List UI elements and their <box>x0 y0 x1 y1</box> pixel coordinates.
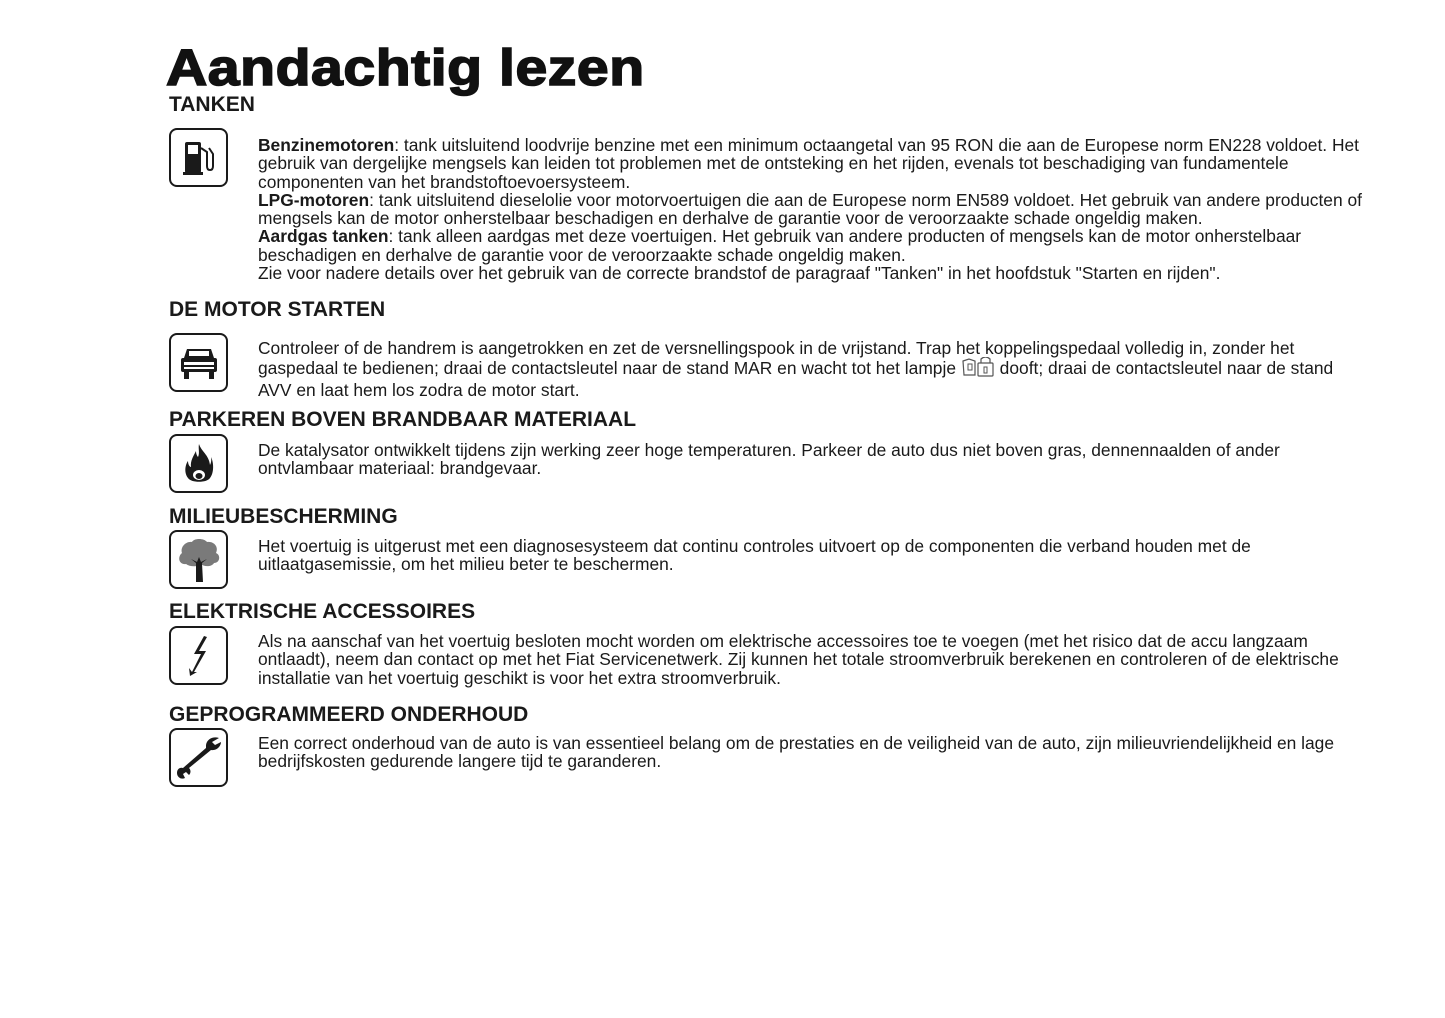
section-heading-parkeren: PARKEREN BOVEN BRANDBAAR MATERIAAL <box>169 408 637 431</box>
wrench-icon <box>169 728 228 787</box>
car-front-icon <box>169 333 228 392</box>
section-heading-geprogrammeerd-onderhoud: GEPROGRAMMEERD ONDERHOUD <box>169 703 529 726</box>
section-body-tanken <box>258 136 1368 282</box>
section-body-parkeren: De katalysator ontwikkelt tijdens zijn werking zeer hoge temperaturen. Parkeer de auto dus niet boven gras, dennennaalden of ander ontvlambaar materiaal: brandgevaar. <box>258 440 1280 479</box>
paragraph-benzine <box>258 136 1368 191</box>
fuel-pump-icon <box>169 128 228 187</box>
tree-icon <box>169 530 228 589</box>
text-benzinemotoren: : tank uitsluitend loodvrije benzine met een minimum octaangetal van 95 RON die aan de Europese norm EN228 voldoet. Het gebruik van dergelijke mengsels kan leiden tot problemen met de ontsteking en het rijden, evenals tot beschadiging van fundamentele componenten van het brandstoftoevoersysteem. <box>258 135 1360 192</box>
paragraph-motor-starten <box>258 339 1368 399</box>
paragraph-aardgas <box>258 227 1368 264</box>
lightning-bolt-icon <box>169 626 228 685</box>
section-heading-tanken: TANKEN <box>169 93 255 116</box>
text-lpg-motoren: : tank uitsluitend dieselolie voor motorvoertuigen die aan de Europese norm EN589 voldoet. Het gebruik van andere producten of mengsels kan de motor onherstelbaar beschadigen en derhalve de garantie voor de veroorzaakte schade ongeldig maken. <box>258 189 1362 229</box>
paragraph-reference <box>258 264 1368 282</box>
section-body-milieubescherming: Het voertuig is uitgerust met een diagnosesysteem dat continu controles uitvoert op de componenten die verband houden met de uitlaatgasemissie, om het milieu beter te beschermen. <box>258 536 1251 575</box>
flame-icon <box>169 434 228 493</box>
text-before-lamp: Controleer of de handrem is aangetrokken en zet de versnellingspook in de vrijstand. Trap het koppelingspedaal volledig in, zonder het gaspedaal te bedienen; draai de contactsleutel naar de stand MAR en wacht tot het lampje <box>258 338 1295 379</box>
section-heading-motor-starten: DE MOTOR STARTEN <box>169 298 386 321</box>
text-aardgas-tanken: : tank alleen aardgas met deze voertuigen. Het gebruik van andere producten of mengsels kan de motor onherstelbaar beschadigen en derhalve de garantie voor de veroorzaakte schade ongeldig maken. <box>258 226 1302 265</box>
immobilizer-lamp-icon <box>961 357 995 380</box>
paragraph-lpg <box>258 191 1368 228</box>
page-title: Aandachtig lezen <box>166 39 645 96</box>
section-heading-elektrische-accessoires: ELEKTRISCHE ACCESSOIRES <box>169 600 476 623</box>
section-heading-milieubescherming: MILIEUBESCHERMING <box>169 505 398 528</box>
text-reference: Zie voor nadere details over het gebruik van de correcte brandstof de paragraaf "Tanken" in het hoofdstuk "Starten en rijden". <box>258 263 1221 284</box>
text-after-lamp: dooft; draai de contactsleutel naar de stand AVV en laat hem los zodra de motor start. <box>258 358 1334 400</box>
term-aardgas-tanken: Aardgas tanken <box>258 226 389 247</box>
section-body-motor-starten <box>258 339 1368 399</box>
section-body-geprogrammeerd-onderhoud: Een correct onderhoud van de auto is van essentieel belang om de prestaties en de veiligheid van de auto, zijn milieuvriendelijkheid en lage bedrijfskosten gedurende langere tijd te garanderen. <box>258 733 1335 772</box>
section-body-elektrische-accessoires: Als na aanschaf van het voertuig besloten mocht worden om elektrische accessoires toe te voegen (met het risico dat de accu langzaam ontlaadt), neem dan contact op met het Fiat Servicenetwerk. Zij kunnen het totale stroomverbruik berekenen en controleren of de elektrische installatie van het voertuig geschikt is voor het extra stroomverbruik. <box>258 631 1339 688</box>
term-lpg-motoren: LPG-motoren <box>258 189 370 210</box>
term-benzinemotoren: Benzinemotoren <box>258 135 395 155</box>
